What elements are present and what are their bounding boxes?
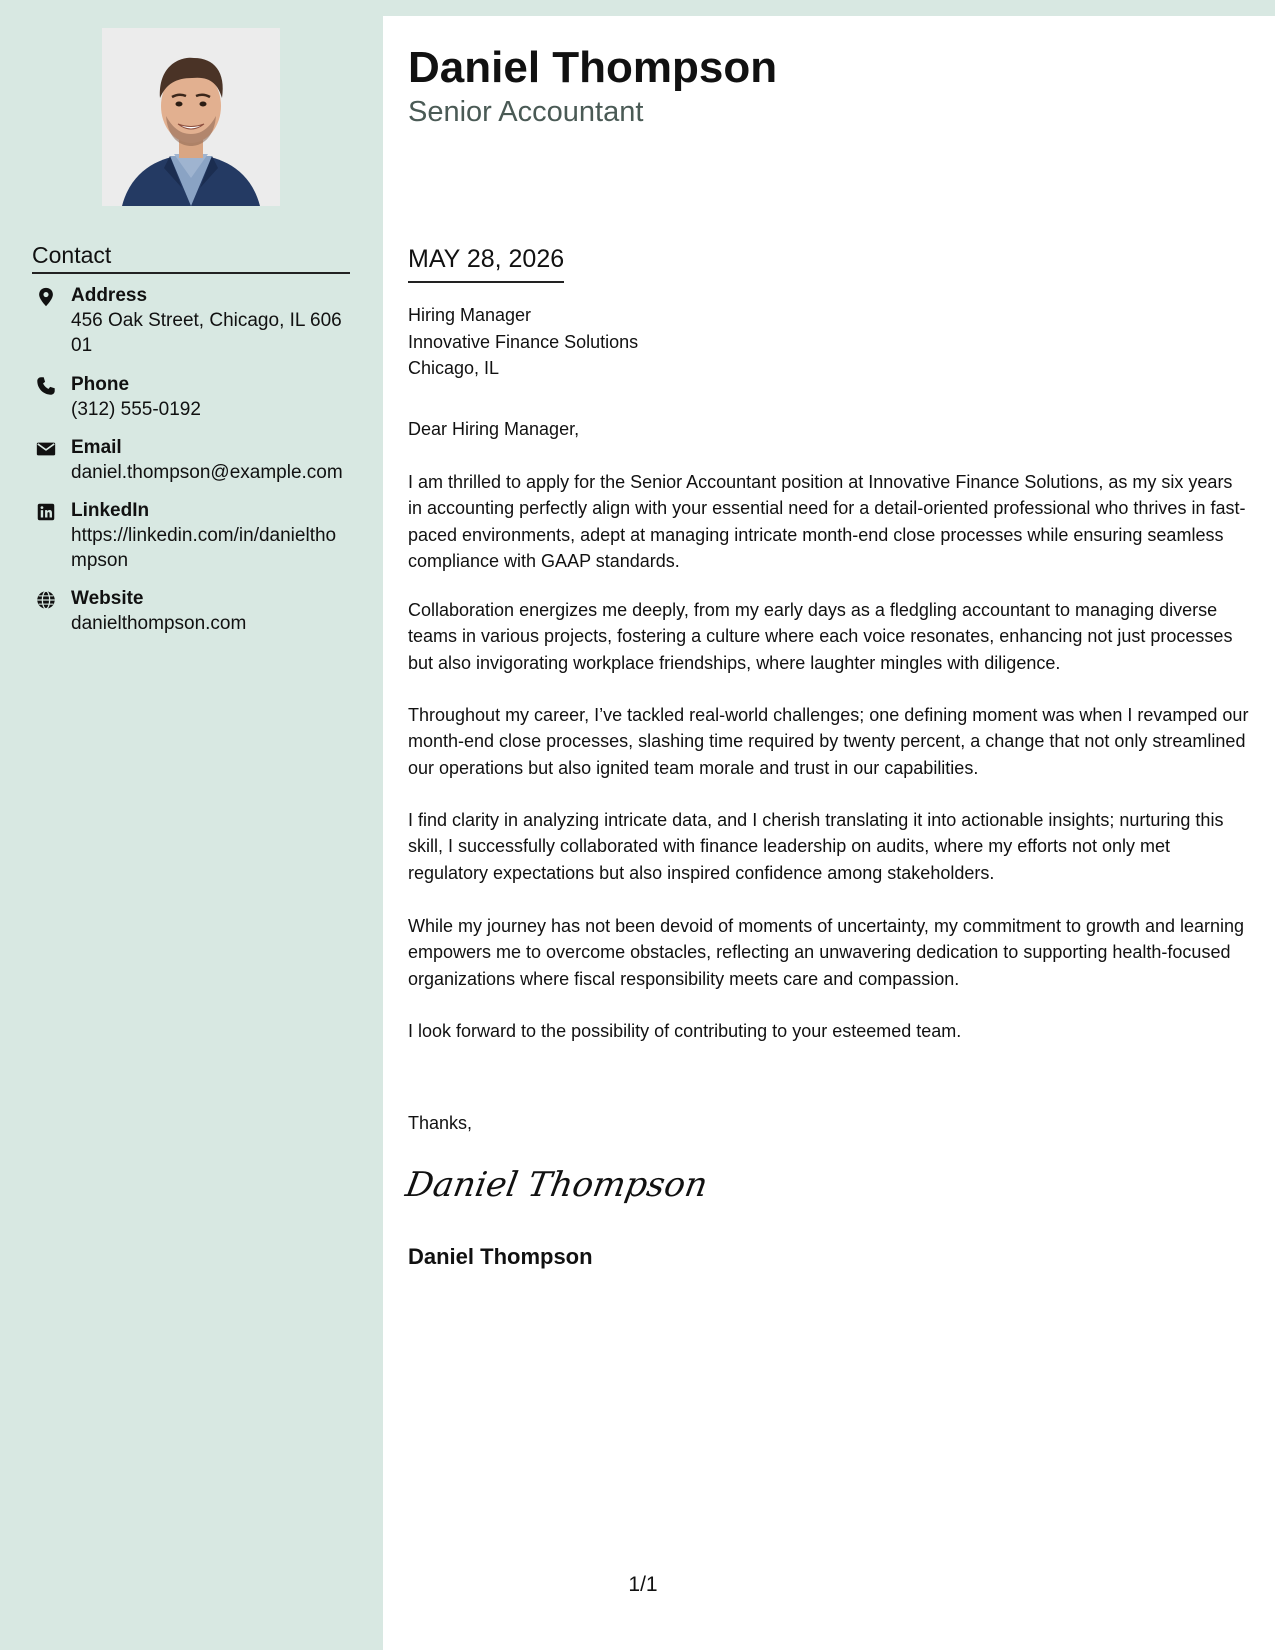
contact-email <box>32 435 352 485</box>
phone-icon <box>35 375 57 397</box>
linkedin-icon <box>35 501 57 523</box>
contact-website <box>32 586 352 636</box>
job-title: Senior Accountant <box>408 96 644 128</box>
location-pin-icon <box>35 286 57 308</box>
contact-value: (312) 555-0192 <box>71 399 201 420</box>
contact-linkedin <box>32 498 352 571</box>
paragraph: While my journey has not been devoid of moments of uncertainty, my commitment to growth and learning empowers me to overcome obstacles, reflecting an unwavering dedication to supporting health-focused organizations where fiscal responsibility meets care and compassion. <box>408 916 1245 989</box>
avatar <box>102 28 280 206</box>
contact-address <box>32 283 352 356</box>
paragraph: Throughout my career, I’ve tackled real-world challenges; one defining moment was when I revamped our month-end close processes, slashing time required by twenty percent, a change that not only streamlined our operations but also ignited team morale and trust in our capabilities. <box>408 705 1249 778</box>
envelope-icon <box>35 438 57 460</box>
paragraph: I find clarity in analyzing intricate data, and I cherish translating it into actionable insights; nurturing this skill, I successfully collaborated with finance leadership on audits, where my efforts not only met regulatory expectations but also inspired confidence among stakeholders. <box>408 810 1224 883</box>
paragraph: I am thrilled to apply for the Senior Accountant position at Innovative Finance Solutions, as my six years in accounting perfectly align with your essential need for a detail-oriented professional who thrives in fast-paced environments, adept at managing intricate month-end close processes while ensuring seamless compliance with GAAP standards. <box>408 472 1246 571</box>
contact-value: https://linkedin.com/in/danielthompson <box>71 525 337 571</box>
recipient-location: Chicago, IL <box>408 358 500 378</box>
signature <box>402 1152 711 1212</box>
contact-label: LinkedIn <box>71 500 150 521</box>
contact-phone <box>32 372 352 422</box>
contact-label: Website <box>71 588 144 609</box>
signed-name: Daniel Thompson <box>408 1244 593 1269</box>
paragraph: Collaboration energizes me deeply, from my early days as a fledgling accountant to managing diverse teams in various projects, fostering a culture where each voice resonates, enhancing not just processes but also invigorating workplace friendships, where laughter mingles with diligence. <box>408 600 1233 673</box>
salutation: Dear Hiring Manager, <box>408 419 580 439</box>
page-number: 1/1 <box>628 1573 658 1596</box>
applicant-name: Daniel Thompson <box>408 43 778 92</box>
globe-icon <box>35 589 57 611</box>
recipient-name: Hiring Manager <box>408 305 532 325</box>
paragraph: I look forward to the possibility of contributing to your esteemed team. <box>408 1021 962 1041</box>
contact-heading: Contact <box>32 240 350 274</box>
recipient-block <box>408 302 638 382</box>
contact-label: Address <box>71 285 148 306</box>
contact-value: 456 Oak Street, Chicago, IL 60601 <box>71 310 342 356</box>
letter-body <box>383 16 1275 1650</box>
signature-text: Daniel Thompson <box>402 1165 711 1205</box>
profile-photo <box>102 28 280 206</box>
contact-value: daniel.thompson@example.com <box>71 462 343 483</box>
closing: Thanks, <box>408 1113 473 1133</box>
contact-label: Phone <box>71 374 130 395</box>
recipient-company: Innovative Finance Solutions <box>408 331 639 352</box>
sidebar <box>0 0 383 1650</box>
letter-date: MAY 28, 2026 <box>408 243 564 283</box>
contact-value: danielthompson.com <box>71 613 247 634</box>
contact-label: Email <box>71 437 122 458</box>
